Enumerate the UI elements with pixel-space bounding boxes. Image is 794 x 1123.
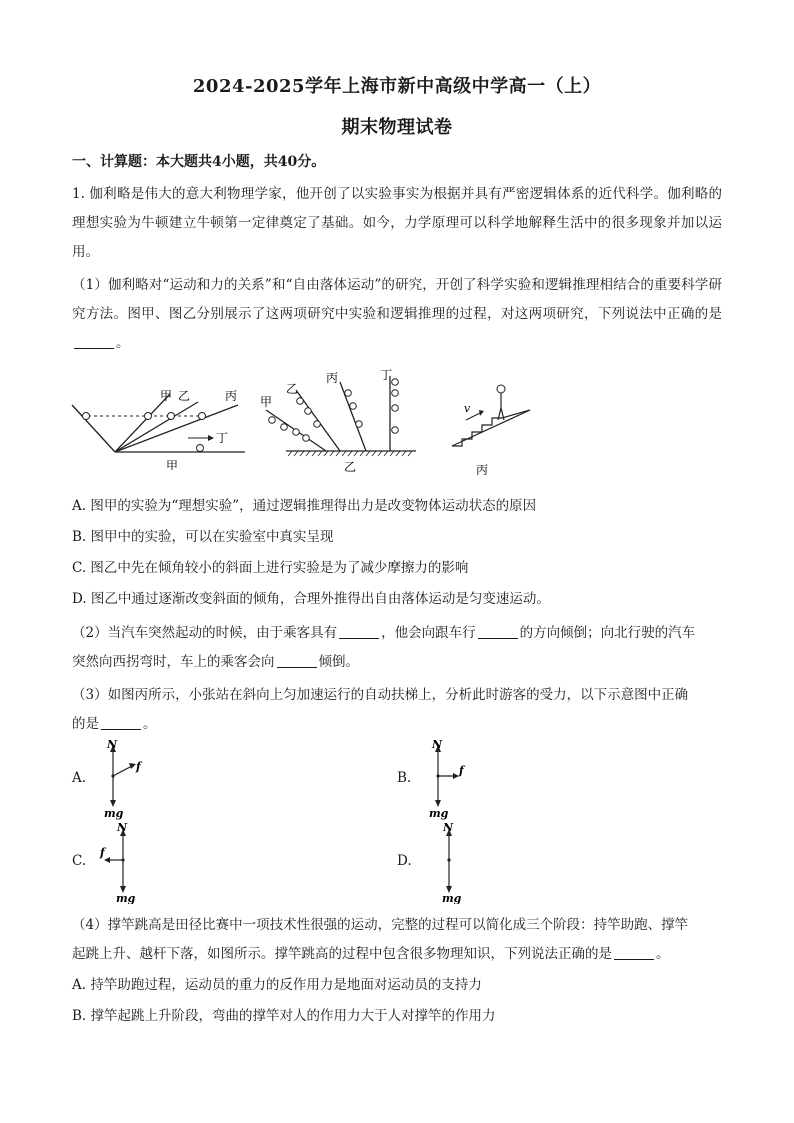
- velocity-label: v: [464, 402, 471, 415]
- question-part-3-cont: [72, 712, 157, 732]
- label-mg: mg: [429, 807, 449, 820]
- label-jia: 甲: [160, 389, 173, 403]
- part3-end: 。: [143, 716, 157, 732]
- label-f: f: [100, 846, 105, 859]
- figure-bing: [448, 380, 538, 476]
- exam-subtitle: 期末物理试卷: [341, 117, 453, 138]
- part2-text-e: 倾倒。: [318, 654, 359, 670]
- label-f: f: [136, 760, 141, 773]
- friction-arrow: [113, 766, 132, 776]
- center-point: [121, 858, 124, 861]
- option-d: D. 图乙中通过逐渐改变斜面的倾角，合理外推得出自由落体运动是匀变速运动。: [72, 591, 550, 607]
- left-incline: [72, 405, 115, 452]
- figure-yi: [258, 368, 438, 476]
- person-head: [497, 385, 505, 393]
- answer-blank: [277, 653, 317, 668]
- option4-b: B. 撑竿起跳上升阶段，弯曲的撑竿对人的作用力大于人对撑竿的作用力: [72, 1008, 496, 1024]
- option-a: A. 图甲的实验为“理想实验”，通过逻辑推理得出力是改变物体运动状态的原因: [72, 498, 537, 514]
- figure-jia: [70, 380, 260, 470]
- force-diagram-d: [420, 818, 480, 904]
- ball: [350, 403, 357, 410]
- figure-caption-jia: 甲: [166, 459, 179, 470]
- ball: [305, 408, 312, 415]
- arrow-head: [479, 410, 484, 416]
- ball: [303, 435, 310, 442]
- ball: [356, 421, 363, 428]
- center-point: [111, 774, 114, 777]
- center-point: [447, 858, 450, 861]
- arrow-head: [129, 763, 136, 769]
- question-part-2-cont: [72, 650, 359, 670]
- label-bing: 丙: [225, 389, 238, 403]
- ball: [145, 413, 152, 420]
- option-b: B. 图甲中的实验，可以在实验室中真实呈现: [72, 529, 334, 545]
- force-diagram-c: [96, 818, 156, 904]
- ball: [197, 445, 204, 452]
- force-option-b-label: B.: [397, 770, 412, 786]
- ball: [168, 413, 175, 420]
- ground-hatching: [288, 451, 412, 456]
- label-jia: 甲: [260, 395, 273, 409]
- answer-blank: [614, 945, 654, 960]
- label-bing: 丙: [326, 371, 339, 385]
- option4-a: A. 持竿助跑过程，运动员的重力的反作用力是地面对运动员的支持力: [72, 977, 482, 993]
- answer-blank: [339, 624, 379, 639]
- slope-bing: [340, 382, 366, 451]
- label-yi: 乙: [178, 389, 191, 403]
- label-f: f: [459, 764, 464, 777]
- ball: [392, 427, 399, 434]
- part3-text-b: 的是: [72, 716, 99, 732]
- ball: [199, 413, 206, 420]
- arrow-head: [104, 857, 110, 863]
- ball: [392, 405, 399, 412]
- question-part-1: [72, 271, 722, 358]
- center-point: [436, 774, 439, 777]
- question-part-2: [72, 621, 695, 641]
- label-mg: mg: [116, 892, 136, 904]
- arrow-head: [208, 435, 214, 441]
- ball: [345, 390, 352, 397]
- question-part-3: （3）如图丙所示，小张站在斜向上匀加速运行的自动扶梯上，分析此时游客的受力，以下示意图中正确: [72, 687, 689, 703]
- arrow-head: [110, 800, 116, 807]
- force-option-c-label: C.: [72, 853, 87, 869]
- escalator-rail: [452, 410, 530, 446]
- escalator-steps: [452, 418, 502, 446]
- ball: [83, 413, 90, 420]
- ball: [297, 398, 304, 405]
- part2-text-b: ，他会向跟车行: [381, 625, 476, 641]
- ball: [392, 379, 399, 386]
- force-option-a-label: A.: [72, 770, 87, 786]
- question-part-4: （4）撑竿跳高是田径比赛中一项技术性很强的运动，完整的过程可以简化成三个阶段：持竿助跑、撑竿: [72, 917, 689, 933]
- part2-text-c: 的方向倾倒；向北行驶的汽车: [519, 625, 696, 641]
- force-diagram-b: [423, 736, 483, 820]
- part4-text-b: 起跳上升、越杆下落，如图所示。撑竿跳高的过程中包含很多物理知识，下列说法正确的是: [72, 946, 612, 962]
- answer-blank: [101, 715, 141, 730]
- question-intro: 1. 伽利略是伟大的意大利物理学家，他开创了以实验事实为根据并具有严密逻辑体系的近代科学。伽利略的理想实验为牛顿建立牛顿第一定律奠定了基础。如今，力学原理可以科学地解释生活中的很多现象并加以运用。: [72, 186, 722, 260]
- part1-text: （1）伽利略对“运动和力的关系”和“自由落体运动”的研究，开创了科学实验和逻辑推理相结合的重要科学研究方法。图甲、图乙分别展示了这两项研究中实验和逻辑推理的过程，对这两项研究，下列说法中正确的是: [72, 277, 722, 322]
- exam-title: 2024-2025学年上海市新中高级中学高一（上）: [192, 76, 602, 97]
- incline-yi: [115, 402, 198, 452]
- arrow-head: [435, 800, 441, 807]
- label-ding: 丁: [216, 431, 229, 445]
- figure-caption-yi: 乙: [344, 460, 357, 474]
- label-mg: mg: [104, 807, 124, 820]
- ball: [314, 421, 321, 428]
- label-yi: 乙: [286, 382, 299, 396]
- label-mg: mg: [442, 892, 462, 904]
- part1-end: 。: [116, 335, 130, 351]
- part2-text-a: （2）当汽车突然起动的时候，由于乘客具有: [72, 625, 338, 641]
- part4-end: 。: [656, 946, 670, 962]
- section-heading: 一、计算题：本大题共4小题，共40分。: [72, 154, 326, 170]
- question-part-4-cont: [72, 942, 670, 962]
- ball: [281, 424, 288, 431]
- figure-caption-bing: 丙: [476, 463, 489, 476]
- answer-blank: [74, 334, 114, 349]
- ball: [392, 390, 399, 397]
- force-diagram-a: [98, 736, 158, 820]
- label-ding: 丁: [380, 368, 393, 382]
- ball: [293, 429, 300, 436]
- part2-text-d: 突然向西拐弯时，车上的乘客会向: [72, 654, 275, 670]
- answer-blank: [478, 624, 518, 639]
- force-option-d-label: D.: [397, 853, 412, 869]
- label-n: N: [117, 821, 128, 834]
- option-c: C. 图乙中先在倾角较小的斜面上进行实验是为了减少摩擦力的影响: [72, 560, 469, 576]
- ball: [269, 417, 276, 424]
- label-n: N: [443, 821, 454, 834]
- label-n: N: [107, 738, 118, 751]
- label-n: N: [432, 738, 443, 751]
